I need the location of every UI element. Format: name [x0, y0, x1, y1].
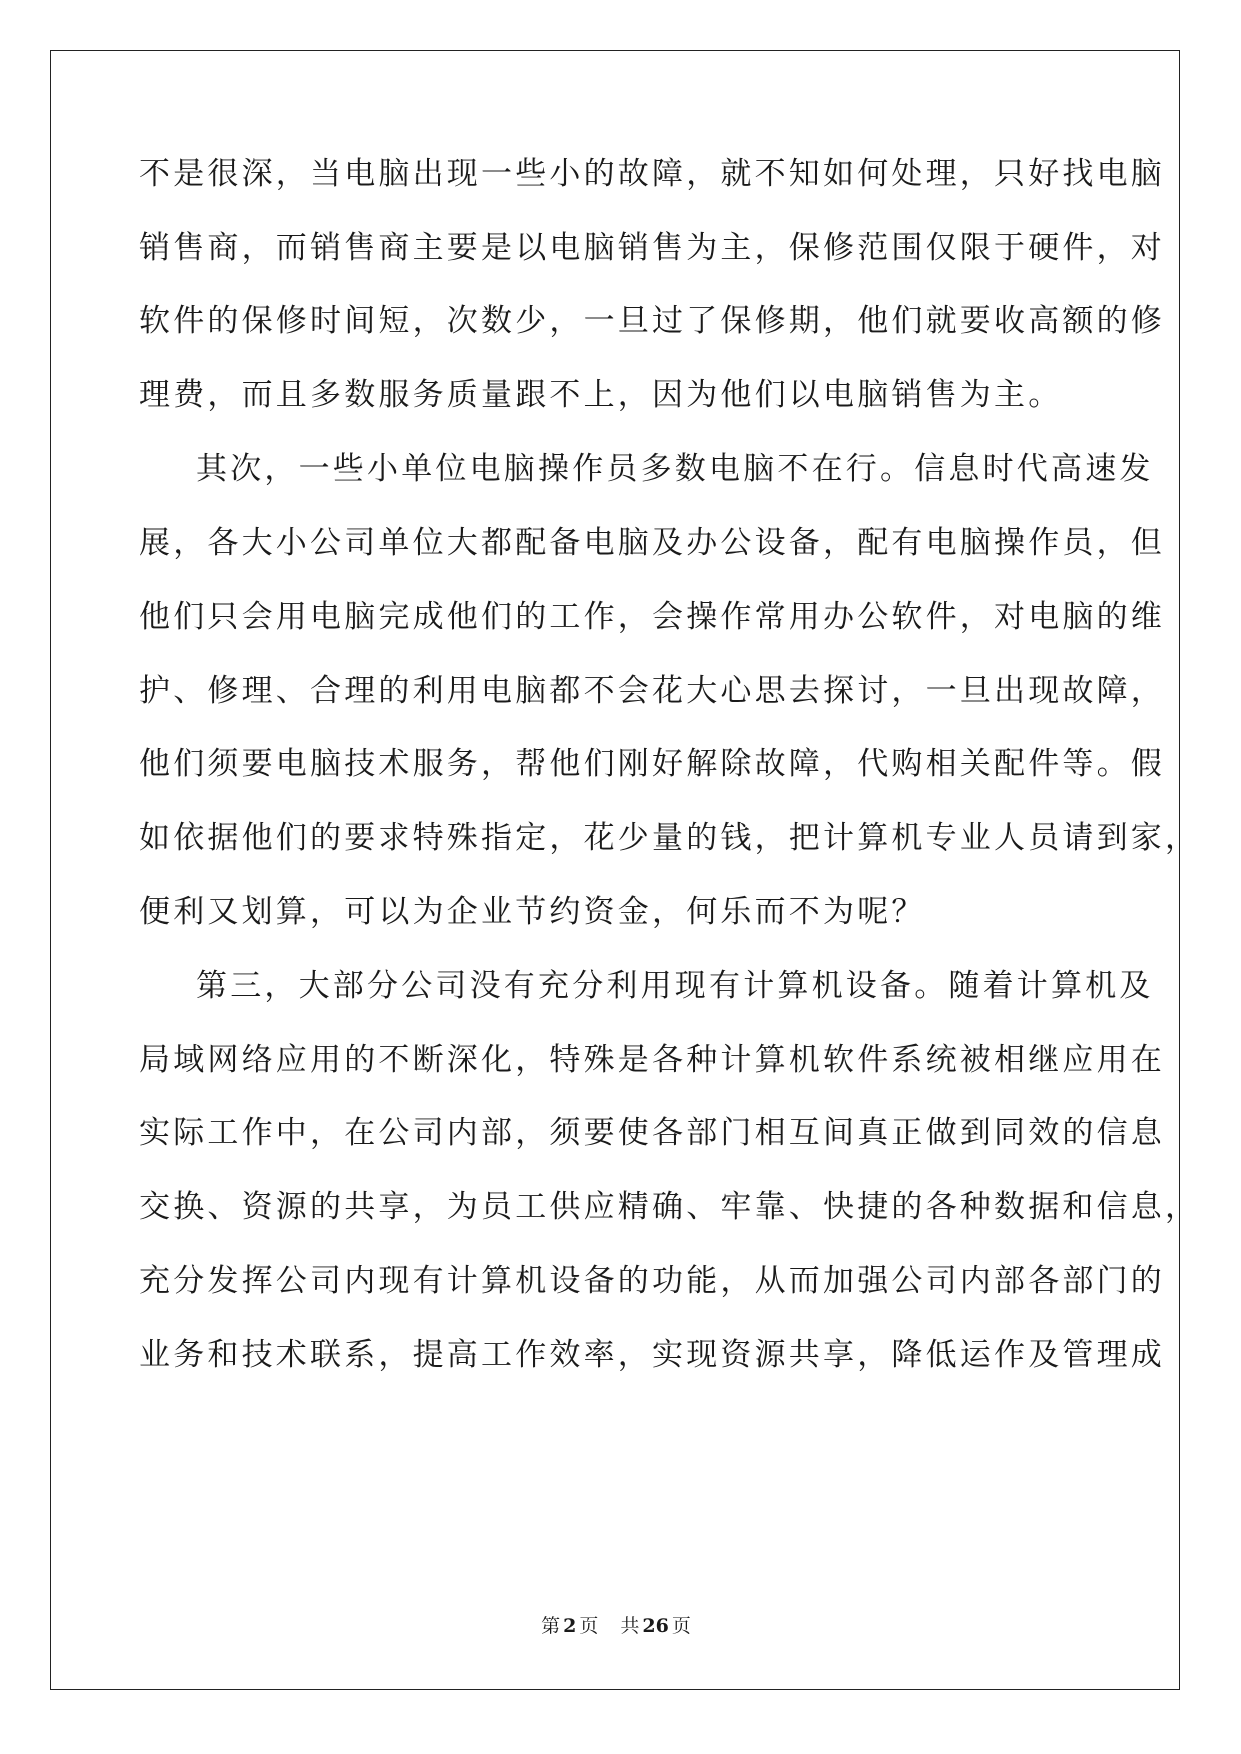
- text-line: 交换、资源的共享，为员工供应精确、牢靠、快捷的各种数据和信息，: [139, 1189, 1200, 1225]
- page-footer: [51, 1617, 1181, 1636]
- page-number: 2: [563, 1615, 577, 1637]
- text-line: 如依据他们的要求特殊指定，花少量的钱，把计算机专业人员请到家，: [139, 820, 1200, 856]
- text-line: 第三，大部分公司没有充分利用现有计算机设备。随着计算机及: [196, 968, 1154, 1004]
- footer-total-suffix: 页: [671, 1615, 691, 1637]
- text-line: 护、修理、合理的利用电脑都不会花大心思去探讨，一旦出现故障，: [139, 673, 1165, 709]
- text-line: 局域网络应用的不断深化，特殊是各种计算机软件系统被相继应用在: [139, 1042, 1165, 1078]
- page-frame: [50, 50, 1200, 1690]
- text-line: 他们须要电脑技术服务，帮他们刚好解除故障，代购相关配件等。假: [139, 746, 1165, 782]
- text-line: 展，各大小公司单位大都配备电脑及办公设备，配有电脑操作员，但: [139, 525, 1165, 561]
- footer-total-prefix: 共: [620, 1615, 640, 1637]
- text-line: 其次，一些小单位电脑操作员多数电脑不在行。信息时代高速发: [196, 451, 1154, 487]
- text-line: 不是很深，当电脑出现一些小的故障，就不知如何处理，只好找电脑: [139, 156, 1165, 192]
- text-line: 销售商，而销售商主要是以电脑销售为主，保修范围仅限于硬件，对: [139, 230, 1165, 266]
- footer-page-suffix: 页: [579, 1615, 599, 1637]
- text-line: 便利又划算，可以为企业节约资金，何乐而不为呢？: [139, 894, 926, 930]
- text-line: 充分发挥公司内现有计算机设备的功能，从而加强公司内部各部门的: [139, 1263, 1165, 1299]
- footer-prefix: 第: [541, 1615, 561, 1637]
- text-line: 业务和技术联系，提高工作效率，实现资源共享，降低运作及管理成: [139, 1337, 1165, 1373]
- total-pages: 26: [642, 1615, 669, 1637]
- text-line: 软件的保修时间短，次数少，一旦过了保修期，他们就要收高额的修: [139, 303, 1165, 339]
- text-line: 理费，而且多数服务质量跟不上，因为他们以电脑销售为主。: [139, 377, 1063, 413]
- text-line: 他们只会用电脑完成他们的工作，会操作常用办公软件，对电脑的维: [139, 599, 1165, 635]
- text-line: 实际工作中，在公司内部，须要使各部门相互间真正做到同效的信息: [139, 1115, 1165, 1151]
